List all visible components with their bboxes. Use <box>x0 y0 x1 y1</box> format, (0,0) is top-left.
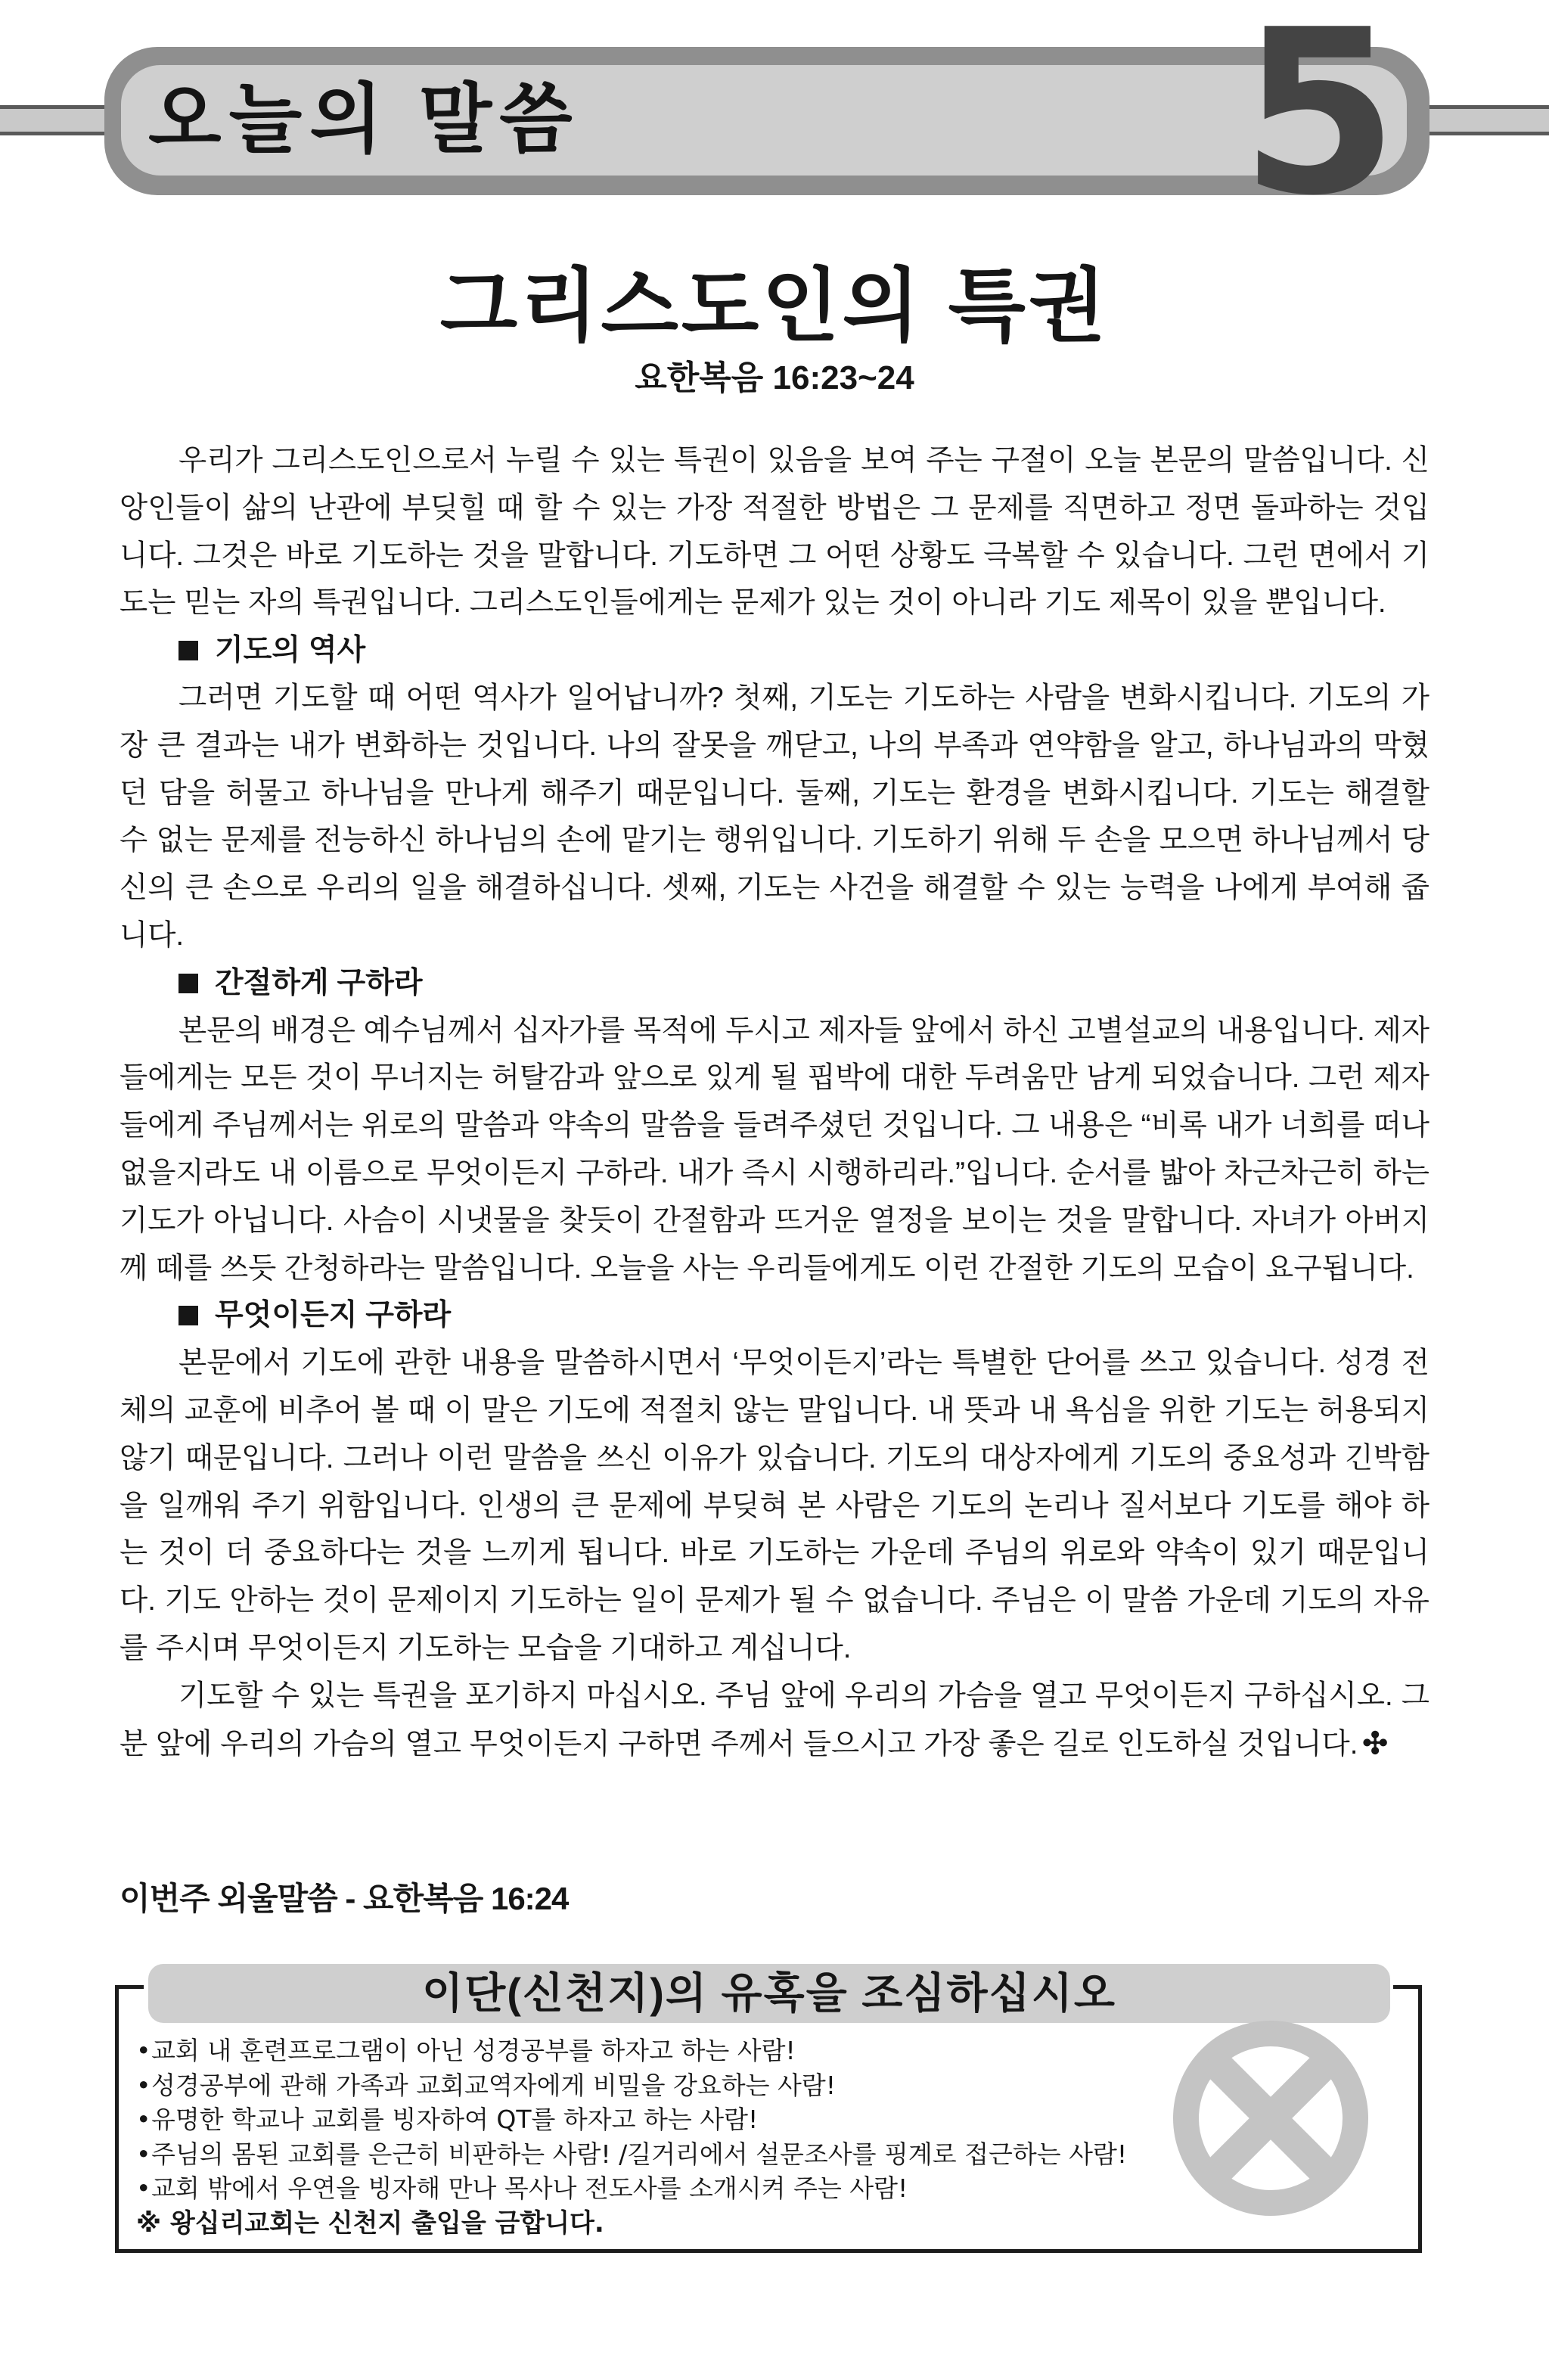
section-heading-text: 무엇이든지 구하라 <box>215 1299 452 1332</box>
list-item: •교회 내 훈련프로그램이 아닌 성경공부를 하자고 하는 사람! <box>136 2034 1392 2068</box>
scripture-reference: 요한복음 16:23~24 <box>635 359 914 396</box>
warning-note: ※ 왕십리교회는 신천지 출입을 금합니다. <box>136 2208 604 2239</box>
bullet: • <box>136 2105 151 2135</box>
warning-box-corner <box>115 1985 144 1989</box>
list-item: •유명한 학교나 교회를 빙자하여 QT를 하자고 하는 사람! <box>136 2102 1392 2137</box>
section-heading-text: 간절하게 구하라 <box>215 966 423 999</box>
square-bullet-icon <box>178 1306 198 1325</box>
section-paragraph: 그러면 기도할 때 어떤 역사가 일어납니까? 첫째, 기도는 기도하는 사람을 변화시킵니다. 기도의 가장 큰 결과는 내가 변화하는 것입니다. 나의 잘못을 깨닫고, 나의 부족과 연약함을 알고, 하나님과의 막혔던 담을 허물고 하나님을 만나게 해주기 때문입니다. 둘째, 기도는 환경을 변화시킵니다. 기도는 해결할 수 없는 문제를 전능하신 하나님의 손에 맡기는 행위입니다. 기도하기 위해 두 손을 모으면 하나님께서 당신의 큰 손으로 우리의 일을 해결하십니다. 셋째, 기도는 사건을 해결할 수 있는 능력을 나에게 부여해 줍니다. <box>120 681 1429 952</box>
section-paragraph: 본문에서 기도에 관한 내용을 말씀하시면서 ‘무엇이든지’라는 특별한 단어를 쓰고 있습니다. 성경 전체의 교훈에 비추어 볼 때 이 말은 기도에 적절치 않는 말입니다. 내 뜻과 내 욕심을 위한 기도는 허용되지 않기 때문입니다. 그러나 이런 말씀을 쓰신 이유가 있습니다. 기도의 대상자에게 기도의 중요성과 긴박함을 일깨워 주기 위함입니다. 인생의 큰 문제에 부딪혀 본 사람은 기도의 논리나 질서보다 기도를 해야 하는 것이 더 중요하다는 것을 느끼게 됩니다. 바로 기도하는 가운데 주님의 위로와 약속이 있기 때문입니다. 기도 안하는 것이 문제이지 기도하는 일이 문제가 될 수 없습니다. 주님은 이 말씀 가운데 기도의 자유를 주시며 무엇이든지 기도하는 모습을 기대하고 계십니다. <box>120 1347 1429 1664</box>
warning-title: 이단(신천지)의 유혹을 조심하십시오 <box>422 1969 1116 2017</box>
section-heading <box>120 960 1429 1008</box>
section-heading <box>120 627 1429 675</box>
sermon-title: 그리스도인의 특권 <box>439 262 1110 351</box>
section-heading <box>120 1292 1429 1340</box>
bullet: • <box>136 2173 151 2204</box>
section-paragraph: 본문의 배경은 예수님께서 십자가를 목적에 두시고 제자들 앞에서 하신 고별설교의 내용입니다. 제자들에게는 모든 것이 무너지는 허탈감과 앞으로 있게 될 핍박에 대한 두려움만 남게 되었습니다. 그런 제자들에게 주님께서는 위로의 말씀과 약속의 말씀을 들려주셨던 것입니다. 그 내용은 “비록 내가 너희를 떠나 없을지라도 내 이름으로 무엇이든지 구하라. 내가 즉시 시행하리라.”입니다. 순서를 밟아 차근차근히 하는 기도가 아닙니다. 사슴이 시냇물을 찾듯이 간절함과 뜨거운 열정을 보이는 것을 말합니다. 자녀가 아버지께 떼를 쓰듯 간청하라는 말씀입니다. 오늘을 사는 우리들에게도 이런 간절한 기도의 모습이 요구됩니다. <box>120 1014 1429 1285</box>
list-item: •교회 밖에서 우연을 빙자해 만나 목사나 전도사를 소개시켜 주는 사람! <box>136 2171 1392 2206</box>
closing-paragraph <box>120 1673 1429 1769</box>
memory-verse: 이번주 외울말씀 - 요한복음 16:24 <box>120 1881 569 1916</box>
warning-list <box>136 2034 1392 2206</box>
bullet: • <box>136 2139 151 2169</box>
bullet: • <box>136 2070 151 2100</box>
sermon-body <box>120 437 1429 1768</box>
bullet: • <box>136 2036 151 2065</box>
warning-box-corner <box>1393 1985 1422 1989</box>
section-number: 5 <box>1240 0 1398 245</box>
section-title: 오늘의 말씀 <box>148 77 580 162</box>
square-bullet-icon <box>178 641 198 660</box>
intro-paragraph: 우리가 그리스도인으로서 누릴 수 있는 특권이 있음을 보여 주는 구절이 오늘 본문의 말씀입니다. 신앙인들이 삶의 난관에 부딪힐 때 할 수 있는 가장 적절한 방법은 그 문제를 직면하고 정면 돌파하는 것입니다. 그것은 바로 기도하는 것을 말합니다. 기도하면 그 어떤 상황도 극복할 수 있습니다. 그런 면에서 기도는 믿는 자의 특권입니다. 그리스도인들에게는 문제가 있는 것이 아니라 기도 제목이 있을 뿐입니다. <box>120 444 1429 620</box>
end-ornament-icon: ✣ <box>1362 1726 1388 1760</box>
list-item: •성경공부에 관해 가족과 교회교역자에게 비밀을 강요하는 사람! <box>136 2068 1392 2103</box>
list-item: •주님의 몸된 교회를 은근히 비판하는 사람! /길거리에서 설문조사를 핑계로 접근하는 사람! <box>136 2137 1392 2172</box>
closing-text: 기도할 수 있는 특권을 포기하지 마십시오. 주님 앞에 우리의 가슴을 열고 무엇이든지 구하십시오. 그분 앞에 우리의 가슴의 열고 무엇이든지 구하면 주께서 들으시고 가장 좋은 길로 인도하실 것입니다. <box>120 1679 1429 1760</box>
square-bullet-icon <box>178 974 198 993</box>
section-heading-text: 기도의 역사 <box>215 634 366 667</box>
